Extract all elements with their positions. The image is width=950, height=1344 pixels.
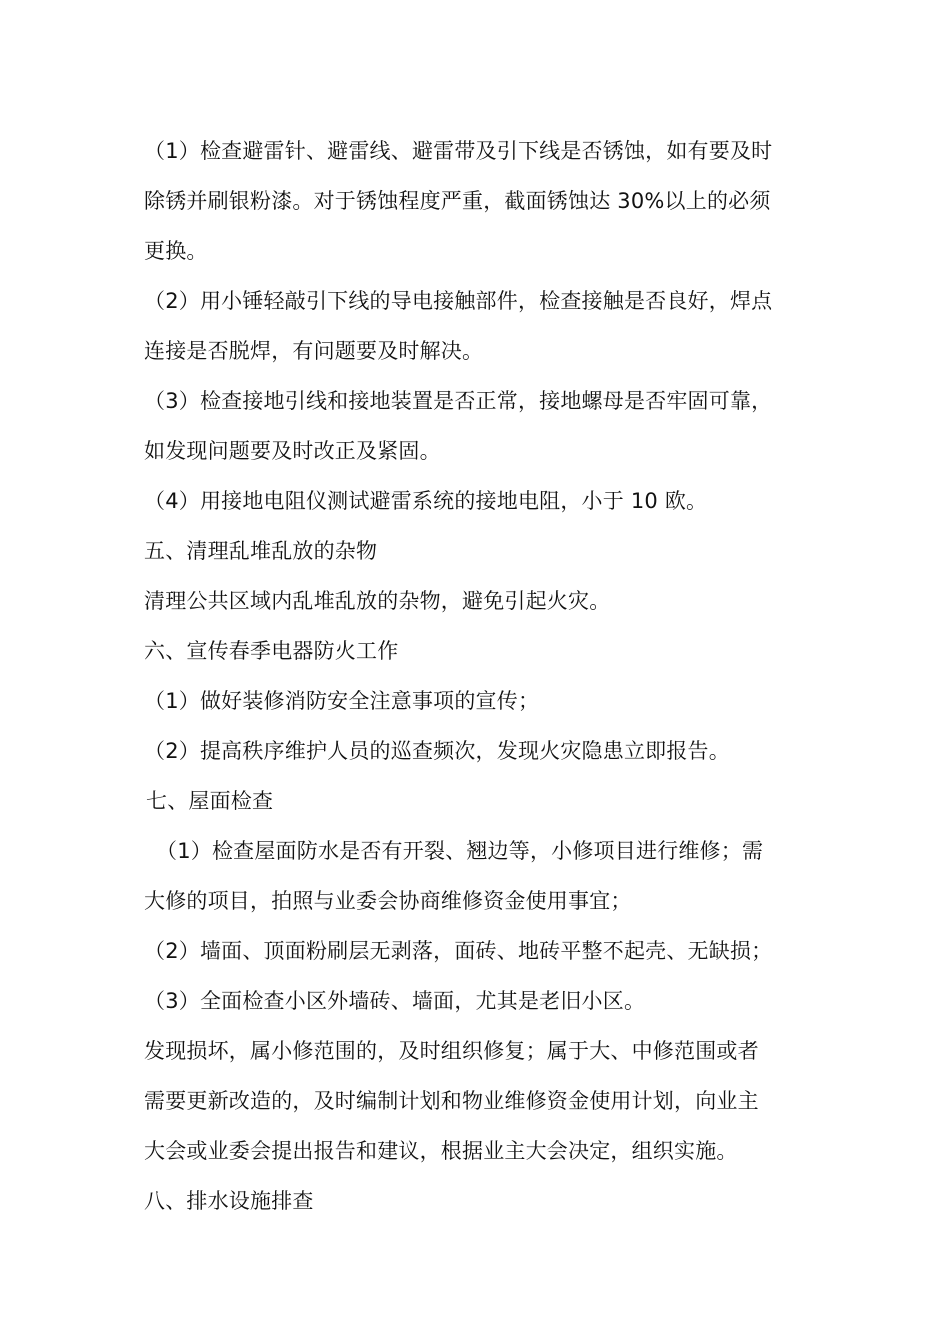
document-body	[144, 126, 808, 1226]
paragraph-line-roof-1: （1）检查屋面防水是否有开裂、翘边等，小修项目进行维修；需	[156, 839, 764, 863]
paragraph-line-repair-1: 发现损坏，属小修范围的，及时组织修复；属于大、中修范围或者	[144, 1039, 759, 1063]
paragraph-line-repair-3: 大会或业委会提出报告和建议，根据业主大会决定，组织实施。	[144, 1139, 738, 1163]
section-heading-8: 八、排水设施排查	[144, 1189, 314, 1213]
section-heading-7: 七、屋面检查	[146, 789, 274, 813]
paragraph-line-lightning-2: 除锈并刷银粉漆。对于锈蚀程度严重，截面锈蚀达 30%以上的必须	[144, 189, 771, 213]
paragraph-line-roof-2: 大修的项目，拍照与业委会协商维修资金使用事宜；	[144, 889, 632, 913]
paragraph-line-patrol: （2）提高秩序维护人员的巡查频次，发现火灾隐患立即报告。	[144, 739, 730, 763]
section-heading-5: 五、清理乱堆乱放的杂物	[144, 539, 378, 563]
section-heading-6: 六、宣传春季电器防火工作	[144, 639, 399, 663]
paragraph-line-hammer-1: （2）用小锤轻敲引下线的导电接触部件，检查接触是否良好，焊点	[144, 289, 773, 313]
paragraph-line-grounding-2: 如发现问题要及时改正及紧固。	[144, 439, 441, 463]
paragraph-line-lightning-1: （1）检查避雷针、避雷线、避雷带及引下线是否锈蚀，如有要及时	[144, 139, 773, 163]
paragraph-line-resistance: （4）用接地电阻仪测试避雷系统的接地电阻，小于 10 欧。	[144, 489, 708, 513]
paragraph-line-repair-2: 需要更新改造的，及时编制计划和物业维修资金使用计划，向业主	[144, 1089, 759, 1113]
paragraph-line-facade: （3）全面检查小区外墙砖、墙面，尤其是老旧小区。	[144, 989, 646, 1013]
paragraph-line-hammer-2: 连接是否脱焊，有问题要及时解决。	[144, 339, 484, 363]
paragraph-line-grounding-1: （3）检查接地引线和接地装置是否正常，接地螺母是否牢固可靠，	[144, 389, 773, 413]
paragraph-line-wall: （2）墙面、顶面粉刷层无剥落，面砖、地砖平整不起壳、无缺损；	[144, 939, 773, 963]
paragraph-line-lightning-3: 更换。	[144, 239, 208, 263]
paragraph-line-publicity: （1）做好装修消防安全注意事项的宣传；	[144, 689, 540, 713]
paragraph-line-clutter: 清理公共区域内乱堆乱放的杂物，避免引起火灾。	[144, 589, 611, 613]
